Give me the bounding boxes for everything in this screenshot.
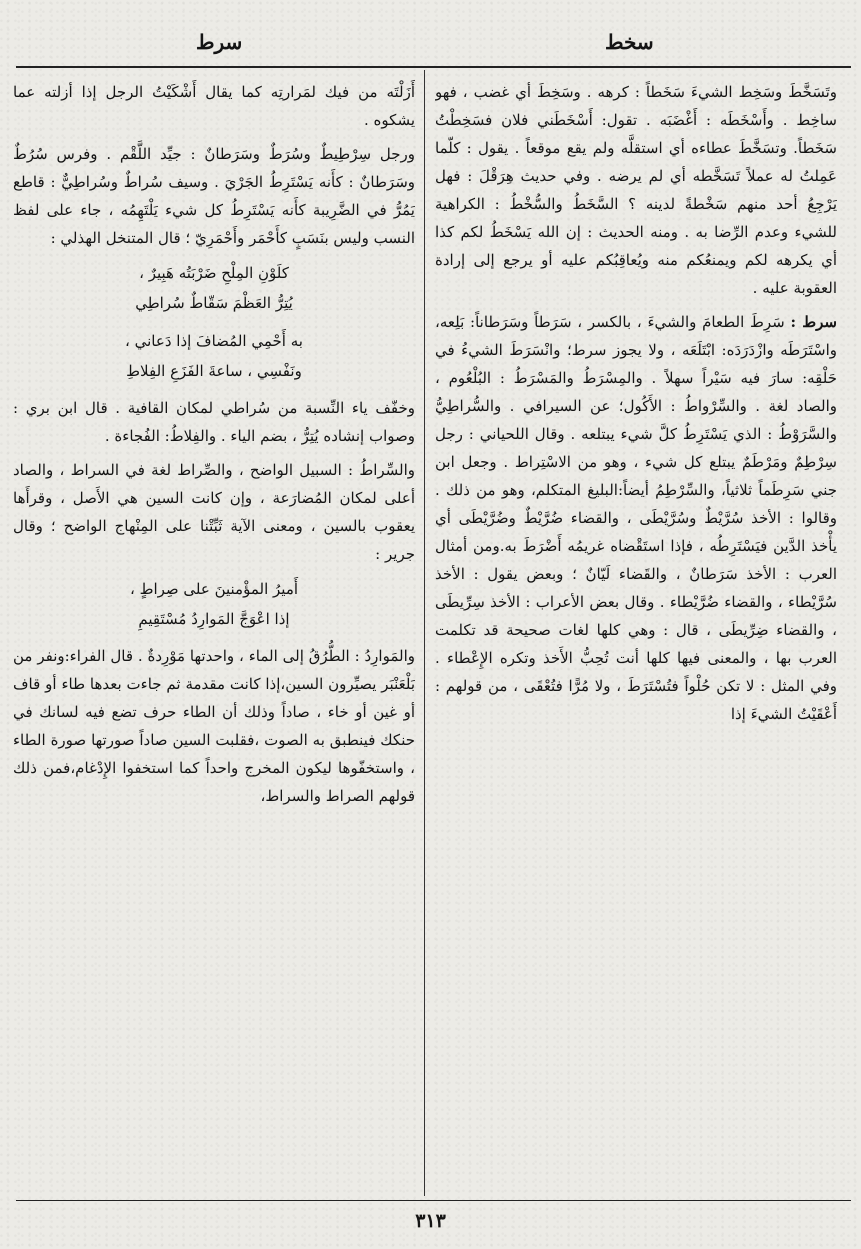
entry-text: سَرِطَ الطعامَ والشيءَ ، بالكسر ، سَرَطاً وسَرَطاناً: بَلِعه، واسْتَرَطَه وازْدَرَدَه: ابْتَلَعَه ، ولا يجوز سرط؛ وانْسَرَطَ الشيءُ في حَلْقِه: سارَ فيه سَيْراً سهلاً . والمِسْرَطُ والمَسْرَطُ : البُلْعُوم ، والصاد لغة . والسِّرْواطُ : الأَكُول؛ عن السيرافي . والسُّراطِيُّ والسَّرَوْطُ : الذي يَسْتَرِطُ كلَّ شيء يبتلعه . وقال اللحياني : رجل سِرْطِمٌ ومَرْطَمٌ يبتلع كل شيء ، وهو من الاسْتِراط . وجعل ابن جني سَرِطَماً ثلاثياً، والسِّرْطِمُ أيضاً:البليغ المتكلم، وهو من ذلك . وقالوا : الأخذ سُرَّيْطٌ وسُرَّيْطَى ، والقضاء ضُرَّيْطٌ وضُرَّيْطَى أي يأْخذ الدَّين فيَسْتَرِطُه ، فإذا استَقْضاه غريمُه أَضْرَطَ به.ومن أمثال العرب : الأخذ سَرَطانٌ ، والقَضاء لَيّانٌ ؛ وبعض يقول : الأخذ سُرَّيْطاء ، والقضاء ضُرَّيْطاء . وقال بعض الأعراب : الأخذ سِرِّيطَى ، والقضاء ضِرِّيطَى ، قال : وهي كلها لغات صحيحة قد تكلمت العرب بها ، والمعنى فيها كلها أنت تُحِبُّ الأَخذ وتكره الإِعْطاء . وفي المثل : لا تكن حُلْواً فتُسْتَرَطَ ، ولا مُرًّا فتُعْقَى ، من قولهم : أَعْقَيْتُ الشيءَ إذا [435, 313, 837, 723]
header-entry-right: سخط [605, 30, 654, 54]
entry-paragraph [435, 308, 837, 728]
entry-paragraph: أَزَلْتَه من فيك لمَرارتِه كما يقال أَشْكَيْتُ الرجل إذا أزلته عما يشكوه . [13, 83, 415, 129]
verse-line: يُتِرُّ العَظْمَ سَقّاطٌ سُراطِي [135, 294, 293, 312]
poetry-verse [13, 258, 415, 318]
header-rule [16, 66, 851, 68]
poetry-verse [13, 326, 415, 386]
entry-text: وتَسَخَّطَ وسَخِط الشيءَ سَخَطاً : كرهه . وسَخِطَ أي غضب ، فهو ساخِط . وأَسْخَطَه : أَغْضَبَه . تقول: أَسْخَطَني فلان فسَخِطْتُ سَخَطاً. وتسَخَّطَ عطاءه أي استقلَّه ولم يقع موقعاً . يقول : كلّما عَمِلتُ له عملاً تَسَخَّطه أي لم يرضه . وفي حديث هِرَقْلَ : فهل يَرْجِعُ أحد منهم سَخْطةً لدينه ؟ السَّخَطُ والسُّخْطُ : الكراهية للشيء وعدم الرِّضا به . ومنه الحديث : إن الله يَسْخَطُ لكم كذا أي يكرهه لكم ويمنعُكم منه ويُعاقِبُكم عليه أو يرجع إلى إرادة العقوبة عليه . [435, 83, 837, 297]
verse-line: أَميرُ المؤْمنينَ على صِراطٍ ، [129, 580, 299, 598]
entry-headword: سرط : [790, 313, 837, 331]
verse-line: كلَوْنِ المِلْحِ ضَرْبَتُه هَبِيرٌ ، [139, 264, 289, 282]
entry-paragraph: والمَوارِدُ : الطُّرُقُ إلى الماء ، واحدتها مَوْرِدةٌ . قال الفراء:ونفر من بَلْعَنْبَر يصيِّرون السين،إذا كانت مقدمة ثم جاءت بعدها طاء أو قاف أو غين أو خاء ، صاداً وذلك أن الطاء حرف تضع فيه لسانك في حنكك فينطبق به الصوت ،فقلبت السين صاداً صورتها صورة الطاء ، واستخفّوها ليكون المخرج واحداً كما استخفوا الإِدْغام،فمن ذلك قولهم الصراط والسراط، [13, 647, 415, 805]
page-number: ٣١٣ [415, 1210, 446, 1232]
page-header [0, 22, 861, 62]
verse-line: به أَحْمِي المُضافَ إذا دَعاني ، [125, 332, 303, 350]
left-column [13, 78, 415, 1196]
verse-line: إذا اعْوَجَّ المَوارِدُ مُسْتَقِيمِ [138, 610, 290, 628]
entry-paragraph [435, 78, 837, 302]
footer-rule [16, 1200, 851, 1201]
header-entry-left: سرط [196, 30, 243, 54]
entry-paragraph: ورجل سِرْطِيطٌ وسُرَطٌ وسَرَطانٌ : جيِّد اللَّقْم . وفرس سُرُطٌ وسَرَطانٌ : كأَنه يَسْتَرِطُ الجَرْيَ . وسيف سُراطٌ وسُراطِيٌّ : قاطع يَمُرُّ في الضَّرِيبة كأَنه يَسْتَرِطُ كل شيء يَلْتَهِمُه ، جاء على لفظ النسب وليس بنَسَبٍ كأَحْمَر وأَحْمَرِيّ ؛ قال المتنخل الهذلي : [13, 145, 415, 247]
right-column [435, 78, 837, 1196]
entry-paragraph: وخفّف ياء النِّسبة من سُراطي لمكان القافية . قال ابن بري : وصواب إنشاده يُتِرُّ ، بضم الياء . والفِلاطُ: الفُجاءة . [13, 399, 415, 445]
poetry-verse [13, 574, 415, 634]
verse-line: ونَفْسِي ، ساعةَ الفَزَعِ الفِلاطِ [126, 362, 302, 380]
column-divider [424, 70, 425, 1196]
entry-paragraph: والسِّراطُ : السبيل الواضح ، والصِّراط لغة في السراط ، والصاد أعلى لمكان المُضارَعة ، وإن كانت السين هي الأَصل ، وقرأَها يعقوب بالسين ، ومعنى الآية ثَبِّتْنا على المِنْهاج الواضح ؛ وقال جرير : [13, 461, 415, 563]
